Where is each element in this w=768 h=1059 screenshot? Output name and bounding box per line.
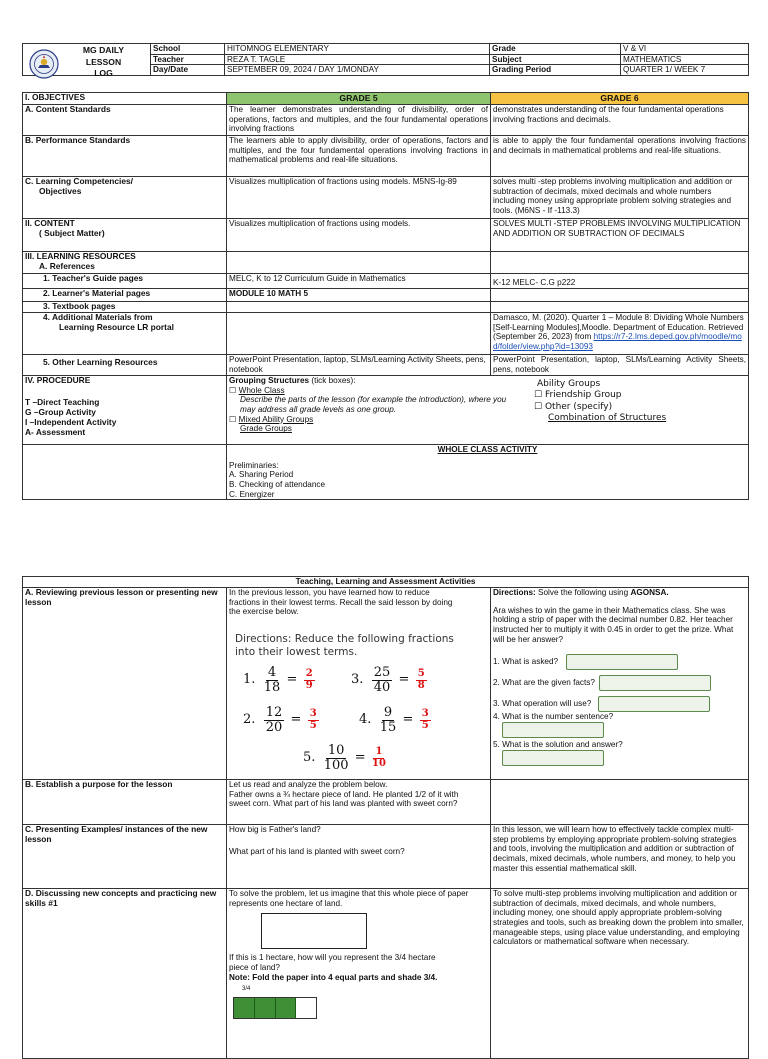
legend-group: G –Group Activity <box>25 406 96 417</box>
exercise-answer: $\frac{2}{9}$ <box>305 668 313 691</box>
exercise-fraction: $\frac{10}{100}$ <box>323 743 349 773</box>
presenting-label: C. Presenting Examples/ instances of the new lesson <box>23 825 227 889</box>
grade5-header: GRADE 5 <box>227 93 491 105</box>
prelim-sharing: A. Sharing Period <box>229 470 294 480</box>
whole-class-checkbox[interactable]: ☐ <box>229 385 237 395</box>
resources-empty-g5 <box>227 252 491 274</box>
header-table <box>22 43 749 79</box>
discussing-g6: To solve multi-step problems involving multiplication and addition or subtraction of decimals, mixed decimals, and whole numbers, including money, one should apply appropriate problem-solving strategies and tools, such as breaking down the problem into smaller, manageable steps, using place value understanding, and employing calculators or mathematical software when necessary. <box>491 889 749 1059</box>
answer-box-sentence[interactable] <box>502 722 604 738</box>
tg-g6: K-12 MELC- C.G p222 <box>491 274 749 289</box>
shaded-part <box>255 998 276 1018</box>
grade-label: Grade <box>490 44 621 55</box>
q-asked: 1. What is asked? <box>493 657 559 667</box>
q-facts-row <box>493 675 746 691</box>
school-value: HITOMNOG ELEMENTARY <box>225 44 490 55</box>
subject-label: Subject <box>490 54 621 65</box>
mixed-ability-label: Mixed Ability Groups <box>238 414 314 424</box>
prelim-energizer: C. Energizer <box>229 489 275 499</box>
additional-g6 <box>491 313 749 355</box>
grading-label: Grading Period <box>490 65 621 76</box>
lm-label: 2. Learner's Material pages <box>23 289 227 302</box>
fold-note: Note: Fold the paper into 4 equal parts and shade 3/4. <box>229 972 438 982</box>
exercise-no: 5. <box>303 749 316 765</box>
discussing-g5-2: If this is 1 hectare, how will you represent the 3/4 hectare piece of land? <box>229 953 436 973</box>
ability-options <box>534 379 666 424</box>
content-standards-label: A. Content Standards <box>23 105 227 136</box>
exercise-answer: $\frac{5}{8}$ <box>417 668 425 691</box>
legend-direct: T –Direct Teaching <box>25 396 100 407</box>
lm-g5: MODULE 10 MATH 5 <box>227 289 491 302</box>
objectives-table <box>22 92 749 500</box>
resources-heading-cell <box>23 252 227 274</box>
additional-empty-g5 <box>227 313 491 355</box>
reviewing-g6-cell <box>491 588 749 780</box>
exercise-answer: $\frac{3}{5}$ <box>309 708 317 731</box>
other-resources-g5: PowerPoint Presentation, laptop, SLMs/Learning Activity Sheets, pens, notebook <box>227 355 491 376</box>
exercise-item-2: 2. $\frac{12}{20}$ = $\frac{3}{5}$ <box>243 705 317 735</box>
lm-empty-g6 <box>491 289 749 302</box>
discussing-g5 <box>227 889 491 1059</box>
exercise-fraction: $\frac{25}{40}$ <box>373 665 391 695</box>
presenting-g5-2: What part of his land is planted with sweet corn? <box>229 846 405 856</box>
grouping-title: Grouping Structures <box>229 376 310 385</box>
subject-value: MATHEMATICS <box>621 54 749 65</box>
agonsa-directions-text: Solve the following using <box>538 588 629 597</box>
content-label-1: II. CONTENT <box>25 218 75 228</box>
purpose-label: B. Establish a purpose for the lesson <box>23 780 227 825</box>
ability-groups-label: Ability Groups <box>537 379 601 389</box>
performance-standards-g5: The learners able to apply divisibility, order of operations, factors and multiples, and the four fundamental operations involving fractions in mathematical problems and real-life situations. <box>227 136 491 177</box>
exercise-item-5: 5. $\frac{10}{100}$ = $\frac{1}{10}$ <box>303 743 386 773</box>
activities-table <box>22 576 749 1059</box>
preliminaries-label: Preliminaries: <box>229 460 279 470</box>
grade-groups-label: Grade Groups <box>240 424 292 434</box>
q-solution: 5. What is the solution and answer? <box>493 740 623 750</box>
paper-rectangle <box>261 913 367 949</box>
presenting-g5-1: How big is Father's land? <box>229 825 321 834</box>
tg-label: 1. Teacher's Guide pages <box>23 274 227 289</box>
reduce-directions: Directions: Reduce the following fractions into their lowest terms. <box>235 633 454 658</box>
additional-g6-text: Damasco, M. (2020). Quarter 1 – Module 8: Dividing Whole Numbers [Self-Learning Modules],Moodle. Department of Education. Retrieved (September 26, 2023) from <box>493 313 744 342</box>
reviewing-label: A. Reviewing previous lesson or presenting new lesson <box>23 588 227 780</box>
exercise-fraction: $\frac{9}{15}$ <box>379 705 397 735</box>
discussing-g5-1: To solve the problem, let us imagine that this whole piece of paper represents one hectare of land. <box>229 889 469 908</box>
q-operation: 3. What operation will use? <box>493 699 592 709</box>
whole-class-activity-title: WHOLE CLASS ACTIVITY <box>437 445 538 454</box>
grouping-cell <box>227 376 749 445</box>
q-facts: 2. What are the given facts? <box>493 678 595 688</box>
exercise-answer: $\frac{3}{5}$ <box>421 708 429 731</box>
resources-empty-g6 <box>491 252 749 274</box>
school-label: School <box>151 44 225 55</box>
purpose-empty-g6 <box>491 780 749 825</box>
procedure-label-cell <box>23 376 227 445</box>
other-resources-g6: PowerPoint Presentation, laptop, SLMs/Learning Activity Sheets, pens, notebook <box>491 355 749 376</box>
title-line-1: MG DAILY <box>82 45 125 55</box>
tb-label: 3. Textbook pages <box>23 302 227 313</box>
exercise-item-1: 1. $\frac{4}{18}$ = $\frac{2}{9}$ <box>243 665 313 695</box>
other-resources-label: 5. Other Learning Resources <box>23 355 227 376</box>
legend-assessment: A- Assessment <box>25 426 86 437</box>
objectives-heading: I. OBJECTIVES <box>23 93 227 105</box>
q-operation-row <box>493 696 746 712</box>
preliminaries-cell <box>227 445 749 500</box>
deped-seal-icon <box>29 49 59 79</box>
prelim-attendance: B. Checking of attendance <box>229 480 326 490</box>
resources-heading: III. LEARNING RESOURCES <box>25 251 136 261</box>
purpose-g5-2: Father owns a ¾ hectare piece of land. He planted 1/2 of it with sweet corn. What part of his land was planted with sweet corn? <box>229 789 459 809</box>
date-value: SEPTEMBER 09, 2024 / DAY 1/MONDAY <box>225 65 490 76</box>
additional-label-2: Learning Resource LR portal <box>59 321 174 332</box>
competencies-label-2: Objectives <box>39 185 82 196</box>
content-g5: Visualizes multiplication of fractions using models. <box>227 219 491 252</box>
content-standards-g5: The learner demonstrates understanding of divisibility, order of operations, factors and multiples, and the four fundamental operations involving fractions <box>227 105 491 136</box>
exercise-answer: $\frac{1}{10}$ <box>371 746 386 769</box>
answer-box-solution[interactable] <box>502 750 604 766</box>
exercise-item-3: 3. $\frac{25}{40}$ = $\frac{5}{8}$ <box>351 665 425 695</box>
q-asked-row <box>493 654 746 670</box>
teacher-value: REZA T. TAGLE <box>225 54 490 65</box>
shaded-part <box>234 998 255 1018</box>
answer-box-asked[interactable] <box>566 654 678 670</box>
tg-g5: MELC, K to 12 Curriculum Guide in Mathematics <box>227 274 491 289</box>
references-label: A. References <box>39 260 95 271</box>
friendship-label: Friendship Group <box>544 390 622 401</box>
grouping-note: (tick boxes): <box>311 376 356 385</box>
competencies-g6: solves multi -step problems involving multiplication and addition or subtraction of decimals, mixed decimals and whole numbers including money using appropriate problem solving strategies and tools. (M6NS - If -113.3) <box>491 177 749 219</box>
mixed-ability-checkbox[interactable]: ☐ <box>229 414 237 424</box>
exercise-no: 4. <box>359 711 372 727</box>
performance-standards-label: B. Performance Standards <box>23 136 227 177</box>
preliminaries-empty-label <box>23 445 227 500</box>
reviewing-g5-cell <box>227 588 491 780</box>
discussing-label: D. Discussing new concepts and practicing new skills #1 <box>23 889 227 1059</box>
exercise-no: 1. <box>243 671 256 687</box>
legend-independent: I –Independent Activity <box>25 416 117 427</box>
date-label: Day/Date <box>151 65 225 76</box>
procedure-heading: IV. PROCEDURE <box>25 375 91 385</box>
title-line-2: LESSON <box>85 56 122 67</box>
reviewing-g5-intro: In the previous lesson, you have learned how to reduce fractions in their lowest terms. Recall the said lesson by doing the exercise below. <box>229 588 453 617</box>
content-label <box>23 219 227 252</box>
grade-value: V & VI <box>621 44 749 55</box>
grading-value: QUARTER 1/ WEEK 7 <box>621 65 749 76</box>
teacher-label: Teacher <box>151 54 225 65</box>
tb-empty-g6 <box>491 302 749 313</box>
q-sentence: 4. What is the number sentence? <box>493 712 614 722</box>
activities-heading: Teaching, Learning and Assessment Activities <box>23 577 749 588</box>
competencies-label <box>23 177 227 219</box>
agonsa-keyword: AGONSA. <box>630 588 669 597</box>
competencies-label-1: C. Learning Competencies/ <box>25 176 133 186</box>
friendship-checkbox[interactable]: ☐ <box>534 390 543 401</box>
agonsa-directions-label: Directions: <box>493 588 536 597</box>
exercise-fraction: $\frac{4}{18}$ <box>263 665 281 695</box>
agonsa-problem: Ara wishes to win the game in their Mathematics class. She was holding a strip of paper with the decimal number 0.82. Her teacher instructed her to multiply it with 0.45 in order to get the prize. What will be her answer? <box>493 605 734 644</box>
lr-portal-link[interactable]: https://r7-2.lms.deped.gov.ph/moodle/mod/folder/view.php?id=13093 <box>493 332 742 352</box>
grade6-header: GRADE 6 <box>491 93 749 105</box>
exercise-no: 2. <box>243 711 256 727</box>
purpose-g5 <box>227 780 491 825</box>
purpose-g5-1: Let us read and analyze the problem below. <box>229 780 388 789</box>
additional-label <box>23 313 227 355</box>
additional-label-1: 4. Additional Materials from <box>43 312 153 322</box>
reduce-exercise <box>229 658 488 776</box>
other-checkbox[interactable]: ☐ <box>534 401 543 412</box>
header-title-cell <box>23 44 151 79</box>
exercise-fraction: $\frac{12}{20}$ <box>265 705 283 735</box>
presenting-g5 <box>227 825 491 889</box>
exercise-no: 3. <box>351 671 364 687</box>
title-line-3: LOG <box>94 68 113 79</box>
tb-empty-g5 <box>227 302 491 313</box>
exercise-item-4: 4. $\frac{9}{15}$ = $\frac{3}{5}$ <box>359 705 429 735</box>
unshaded-part <box>296 998 316 1018</box>
content-label-2: ( Subject Matter) <box>39 227 105 238</box>
content-standards-g6: demonstrates understanding of the four fundamental operations involving fractions and decimals. <box>491 105 749 136</box>
fraction-model <box>233 997 317 1019</box>
other-label: Other (specify) <box>544 401 613 412</box>
whole-class-label: Whole Class <box>238 385 285 395</box>
combination-label: Combination of Structures <box>548 412 667 423</box>
shaded-part <box>276 998 297 1018</box>
whole-class-description: Describe the parts of the lesson (for example the introduction), where you may address all grade levels as one group. <box>240 395 507 415</box>
presenting-g6: In this lesson, we will learn how to effectively tackle complex multi-step problems by employing appropriate problem-solving strategies and tools, involving the multiplication and addition or subtraction of decimals, mixed decimals, whole numbers, and money, to help you master this essential mathematical skill. <box>491 825 749 889</box>
performance-standards-g6: is able to apply the four fundamental operations involving fractions and decimals in mathematical problems and real-life situations. <box>491 136 749 177</box>
content-g6: SOLVES MULTI -STEP PROBLEMS INVOLVING MULTIPLICATION AND ADDITION OR SUBTRACTION OF DECIMALS <box>491 219 749 252</box>
answer-box-operation[interactable] <box>598 696 710 712</box>
competencies-g5: Visualizes multiplication of fractions using models. M5NS-Ig-89 <box>227 177 491 219</box>
model-label: 3/4 <box>242 986 251 993</box>
answer-box-facts[interactable] <box>599 675 711 691</box>
